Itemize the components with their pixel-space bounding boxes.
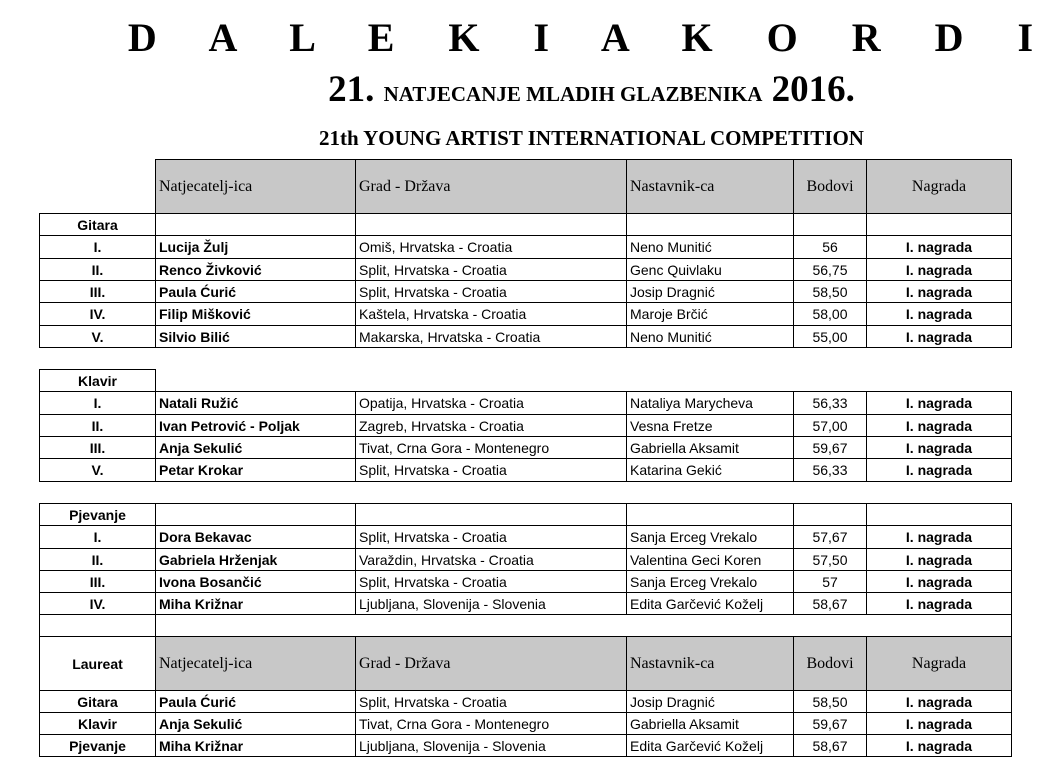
cell-award: I. nagrada	[866, 734, 1012, 757]
cell-award: I. nagrada	[866, 235, 1012, 259]
cell-city: Opatija, Hrvatska - Croatia	[355, 391, 627, 415]
cell-place: I.	[39, 235, 156, 259]
cell-points: 58,67	[793, 734, 867, 757]
cell-place: Klavir	[39, 712, 156, 735]
cell-place: Gitara	[39, 690, 156, 713]
cell-award: I. nagrada	[866, 525, 1012, 549]
cell-points: 59,67	[793, 436, 867, 459]
empty-cell	[866, 213, 1012, 236]
cell-points: 59,67	[793, 712, 867, 735]
cell-award: I. nagrada	[866, 258, 1012, 281]
cell-points: 55,00	[793, 325, 867, 348]
cell-name: Petar Krokar	[155, 458, 356, 482]
cell-teacher: Neno Munitić	[626, 235, 794, 259]
cell-points: 56,33	[793, 458, 867, 482]
cell-award: I. nagrada	[866, 302, 1012, 326]
cell-name: Filip Mišković	[155, 302, 356, 326]
cell-teacher: Gabriella Aksamit	[626, 436, 794, 459]
cell-teacher: Maroje Brčić	[626, 302, 794, 326]
cell-city: Split, Hrvatska - Croatia	[355, 525, 627, 549]
cell-award: I. nagrada	[866, 712, 1012, 735]
cell-name: Anja Sekulić	[155, 712, 356, 735]
cell-place: III.	[39, 570, 156, 593]
cell-award: I. nagrada	[866, 570, 1012, 593]
column-header-teacher: Nastavnik-ca	[626, 159, 794, 214]
cell-place: IV.	[39, 302, 156, 326]
column-header-city: Grad - Država	[355, 159, 627, 214]
cell-teacher: Edita Garčević Koželj	[626, 592, 794, 615]
cell-teacher: Sanja Erceg Vrekalo	[626, 525, 794, 549]
cell-name: Silvio Bilić	[155, 325, 356, 348]
cell-points: 58,00	[793, 302, 867, 326]
empty-cell	[626, 503, 794, 526]
cell-points: 56,33	[793, 391, 867, 415]
empty-cell	[155, 213, 356, 236]
cell-city: Varaždin, Hrvatska - Croatia	[355, 548, 627, 571]
section-label: Pjevanje	[39, 503, 156, 526]
cell-place: V.	[39, 325, 156, 348]
cell-award: I. nagrada	[866, 436, 1012, 459]
cell-points: 56,75	[793, 258, 867, 281]
cell-points: 57,00	[793, 414, 867, 437]
cell-teacher: Josip Dragnić	[626, 690, 794, 713]
cell-place: Pjevanje	[39, 734, 156, 757]
column-header-award: Nagrada	[866, 159, 1012, 214]
empty-cell	[355, 213, 627, 236]
cell-city: Split, Hrvatska - Croatia	[355, 280, 627, 303]
cell-teacher: Josip Dragnić	[626, 280, 794, 303]
cell-place: III.	[39, 280, 156, 303]
cell-name: Gabriela Hrženjak	[155, 548, 356, 571]
cell-name: Miha Križnar	[155, 592, 356, 615]
cell-award: I. nagrada	[866, 458, 1012, 482]
cell-teacher: Nataliya Marycheva	[626, 391, 794, 415]
section-label: Gitara	[39, 213, 156, 236]
cell-award: I. nagrada	[866, 690, 1012, 713]
empty-cell	[155, 503, 356, 526]
cell-city: Split, Hrvatska - Croatia	[355, 258, 627, 281]
cell-place: V.	[39, 458, 156, 482]
cell-city: Split, Hrvatska - Croatia	[355, 690, 627, 713]
cell-points: 56	[793, 235, 867, 259]
cell-city: Kaštela, Hrvatska - Croatia	[355, 302, 627, 326]
cell-award: I. nagrada	[866, 280, 1012, 303]
cell-city: Omiš, Hrvatska - Croatia	[355, 235, 627, 259]
empty-cell	[39, 614, 156, 637]
cell-award: I. nagrada	[866, 548, 1012, 571]
cell-teacher: Edita Garčević Koželj	[626, 734, 794, 757]
cell-place: II.	[39, 414, 156, 437]
empty-cell	[626, 213, 794, 236]
subtitle-year: 2016.	[771, 69, 855, 110]
cell-city: Split, Hrvatska - Croatia	[355, 458, 627, 482]
cell-city: Split, Hrvatska - Croatia	[355, 570, 627, 593]
cell-place: III.	[39, 436, 156, 459]
cell-name: Ivan Petrović - Poljak	[155, 414, 356, 437]
cell-award: I. nagrada	[866, 325, 1012, 348]
column-header-points: Bodovi	[793, 636, 867, 691]
english-subtitle: 21th YOUNG ARTIST INTERNATIONAL COMPETITION	[319, 126, 864, 150]
cell-city: Tivat, Crna Gora - Montenegro	[355, 712, 627, 735]
subtitle-number: 21.	[328, 69, 375, 110]
cell-name: Ivona Bosančić	[155, 570, 356, 593]
empty-cell	[793, 213, 867, 236]
cell-city: Zagreb, Hrvatska - Croatia	[355, 414, 627, 437]
column-header-name: Natjecatelj-ica	[155, 159, 356, 214]
cell-teacher: Sanja Erceg Vrekalo	[626, 570, 794, 593]
empty-cell	[793, 503, 867, 526]
cell-place: IV.	[39, 592, 156, 615]
empty-cell	[355, 503, 627, 526]
cell-points: 58,50	[793, 690, 867, 713]
column-header-city: Grad - Država	[355, 636, 627, 691]
cell-teacher: Katarina Gekić	[626, 458, 794, 482]
cell-city: Ljubljana, Slovenija - Slovenia	[355, 734, 627, 757]
column-header-name: Natjecatelj-ica	[155, 636, 356, 691]
cell-teacher: Vesna Fretze	[626, 414, 794, 437]
cell-city: Ljubljana, Slovenija - Slovenia	[355, 592, 627, 615]
column-header-teacher: Nastavnik-ca	[626, 636, 794, 691]
cell-award: I. nagrada	[866, 414, 1012, 437]
subtitle-text: NATJECANJE MLADIH GLAZBENIKA	[383, 82, 763, 106]
cell-award: I. nagrada	[866, 592, 1012, 615]
page-title: D A L E K I A K O R D I	[127, 15, 1056, 60]
cell-place: I.	[39, 525, 156, 549]
cell-teacher: Valentina Geci Koren	[626, 548, 794, 571]
cell-points: 58,67	[793, 592, 867, 615]
cell-name: Dora Bekavac	[155, 525, 356, 549]
cell-points: 57,67	[793, 525, 867, 549]
cell-name: Renco Živković	[155, 258, 356, 281]
cell-place: II.	[39, 548, 156, 571]
cell-name: Anja Sekulić	[155, 436, 356, 459]
cell-award: I. nagrada	[866, 391, 1012, 415]
cell-city: Makarska, Hrvatska - Croatia	[355, 325, 627, 348]
cell-points: 58,50	[793, 280, 867, 303]
column-header-points: Bodovi	[793, 159, 867, 214]
cell-name: Lucija Žulj	[155, 235, 356, 259]
cell-teacher: Neno Munitić	[626, 325, 794, 348]
cell-name: Natali Ružić	[155, 391, 356, 415]
cell-place: II.	[39, 258, 156, 281]
empty-cell	[866, 503, 1012, 526]
cell-name: Miha Križnar	[155, 734, 356, 757]
cell-points: 57,50	[793, 548, 867, 571]
column-header-award: Nagrada	[866, 636, 1012, 691]
cell-city: Tivat, Crna Gora - Montenegro	[355, 436, 627, 459]
cell-place: I.	[39, 391, 156, 415]
cell-teacher: Gabriella Aksamit	[626, 712, 794, 735]
cell-name: Paula Ćurić	[155, 280, 356, 303]
cell-teacher: Genc Quivlaku	[626, 258, 794, 281]
cell-name: Paula Ćurić	[155, 690, 356, 713]
cell-points: 57	[793, 570, 867, 593]
competition-subtitle	[60, 68, 1063, 111]
section-label: Klavir	[39, 369, 156, 392]
laureat-label: Laureat	[39, 636, 156, 691]
empty-cell	[155, 614, 1012, 637]
